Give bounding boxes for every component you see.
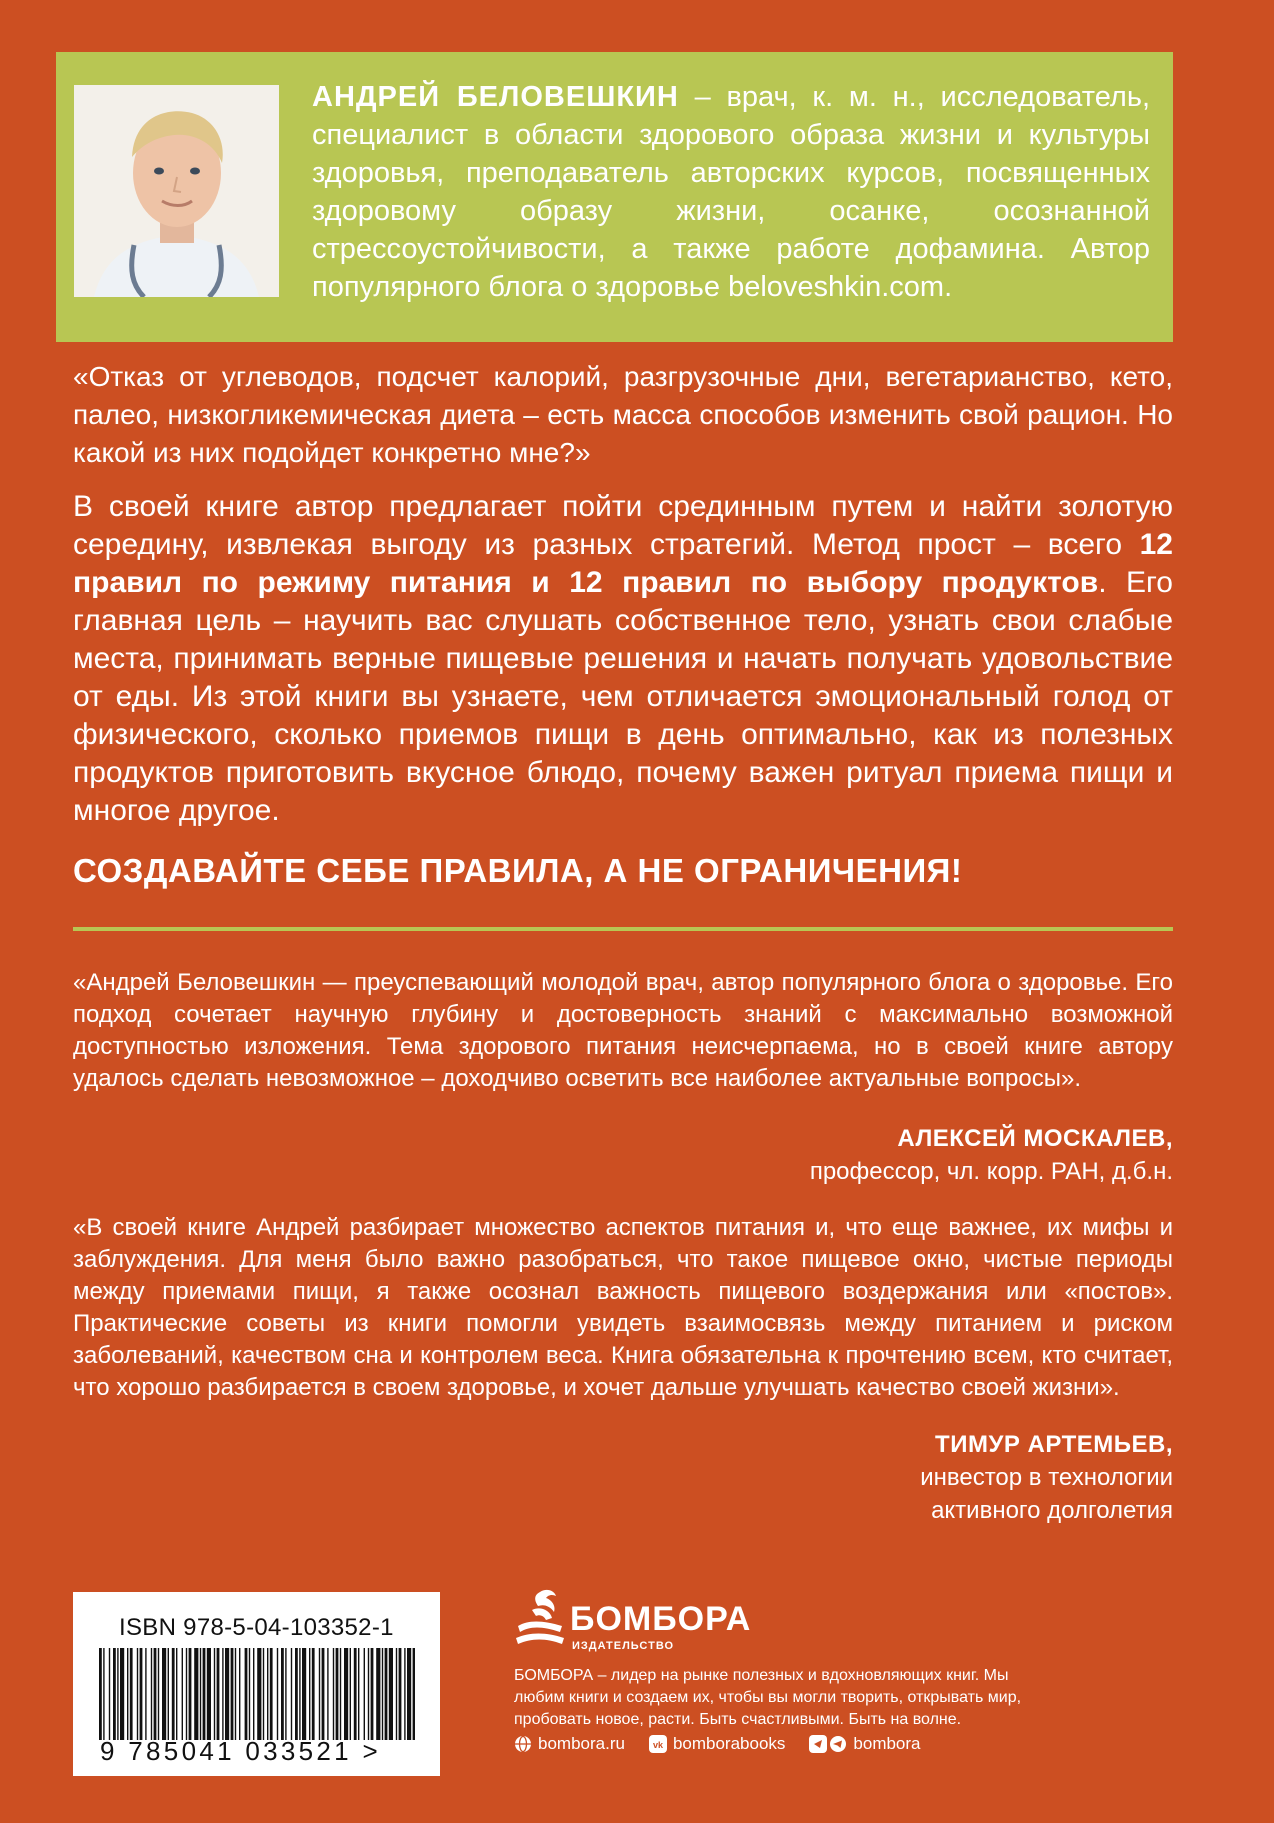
barcode-bar xyxy=(350,1648,351,1740)
isbn-label: ISBN 978-5-04-103352-1 xyxy=(119,1614,394,1641)
author-name: АНДРЕЙ БЕЛОВЕШКИН xyxy=(312,81,679,113)
author-bio xyxy=(312,78,1150,306)
barcode-bar xyxy=(319,1648,320,1740)
barcode-bar xyxy=(368,1648,369,1740)
barcode-bar xyxy=(239,1648,240,1740)
barcode-bar xyxy=(382,1648,383,1740)
barcode-bar xyxy=(285,1648,286,1740)
isbn-barcode-box xyxy=(73,1592,440,1776)
divider xyxy=(73,927,1173,931)
telegram-icon xyxy=(809,1735,847,1753)
barcode-bar xyxy=(257,1648,261,1740)
social-link-vk[interactable] xyxy=(649,1734,785,1754)
reviewer-role: профессор, чл. корр. РАН, д.б.н. xyxy=(809,1158,1173,1185)
reviewer-name: ТИМУР АРТЕМЬЕВ, xyxy=(935,1431,1173,1458)
barcode-bar xyxy=(113,1648,116,1740)
barcode-bar xyxy=(203,1648,206,1740)
barcode-bar xyxy=(389,1648,393,1740)
svg-text:vk: vk xyxy=(652,1740,663,1750)
barcode-bar xyxy=(99,1648,102,1740)
barcode-bar xyxy=(358,1648,359,1740)
bombora-logo-icon xyxy=(512,1586,568,1646)
barcode-bar xyxy=(162,1648,166,1740)
barcode-bar xyxy=(376,1648,380,1740)
barcode-bar xyxy=(396,1648,397,1740)
barcode-bar xyxy=(231,1648,234,1740)
barcode-bar xyxy=(312,1648,315,1740)
barcode-bar xyxy=(327,1648,328,1740)
barcode-bar xyxy=(172,1648,175,1740)
barcode-bar xyxy=(309,1648,310,1740)
barcode-bar xyxy=(267,1648,268,1740)
author-info-box xyxy=(56,52,1173,342)
barcode-bar xyxy=(407,1648,411,1740)
review-text: «Андрей Беловешкин — преуспевающий молодой врач, автор популярного блога о здоровье. Его подход сочетает научную глубину и достоверность знаний с максимально возможной доступностью изложения. Тема здорового питания неисчерпаема, но в своей книге автору удалось сделать невозможное – доходчиво осветить все наиболее актуальные вопросы». xyxy=(73,969,1173,1092)
barcode-bar xyxy=(340,1648,341,1740)
barcode-bar xyxy=(277,1648,278,1740)
barcode-bar xyxy=(299,1648,300,1740)
author-photo xyxy=(74,85,279,297)
reviewer-name: АЛЕКСЕЙ МОСКАЛЕВ, xyxy=(897,1125,1173,1152)
publisher-description: БОМБОРА – лидер на рынке полезных и вдохновляющих книг. Мы любим книги и создаем их, чтобы вы могли творить, открывать мир, пробовать новое, расти. Быть счастливыми. Быть на волне. xyxy=(514,1667,1022,1728)
barcode-bar xyxy=(186,1648,187,1740)
barcode-bar xyxy=(354,1648,357,1740)
barcode-bar xyxy=(207,1648,211,1740)
barcode-bar xyxy=(302,1648,306,1740)
description-part1: В своей книге автор предлагает пойти срединным путем и найти золотую середину, извлекая выгоду из разных стратегий. Метод прост – всего xyxy=(73,490,1173,561)
barcode-bar xyxy=(385,1648,388,1740)
barcode-bar xyxy=(222,1648,223,1740)
barcode-bar xyxy=(333,1648,334,1740)
barcode-bar xyxy=(194,1648,198,1740)
barcode-bar xyxy=(253,1648,254,1740)
reviewer-role: инвестор в технологии xyxy=(920,1464,1173,1491)
intro-quote: «Отказ от углеводов, подсчет калорий, разгрузочные дни, вегетарианство, кето, палео, низкогликемическая диета – есть масса способов изменить свой рацион. Но какой из них подойдет конкретно мне?» xyxy=(73,361,1173,468)
barcode-bar xyxy=(109,1648,110,1740)
barcode-bar xyxy=(344,1648,348,1740)
social-label: bomborabooks xyxy=(672,1734,786,1753)
barcode-bar xyxy=(281,1648,284,1740)
barcode-bar xyxy=(182,1648,183,1740)
barcode-bar xyxy=(130,1648,133,1740)
barcode-bar xyxy=(399,1648,402,1740)
social-links xyxy=(514,1734,945,1754)
barcode-bar xyxy=(322,1648,325,1740)
barcode-bar xyxy=(120,1648,124,1740)
barcode-bar xyxy=(295,1648,298,1740)
vk-icon xyxy=(649,1735,667,1753)
review-signature xyxy=(920,1428,1173,1527)
author-bio-text: – врач, к. м. н., исследователь, специалист в области здорового образа жизни и культуры здоровья, преподаватель авторских курсов, посвященных здоровому образу жизни, осанке, осознанной стрессоустойчивости, а также работе дофамина. Автор популярного блога о здоровье beloveshkin.com. xyxy=(312,81,1150,303)
publisher-name: БОМБОРА xyxy=(570,1600,752,1638)
globe-icon xyxy=(514,1735,532,1753)
barcode-bar xyxy=(158,1648,159,1740)
publisher-subtitle: ИЗДАТЕЛЬСТВО xyxy=(572,1640,675,1652)
barcode-bar xyxy=(168,1648,169,1740)
barcode-bar xyxy=(214,1648,215,1740)
barcode-bar xyxy=(103,1648,104,1740)
slogan: СОЗДАВАЙТЕ СЕБЕ ПРАВИЛА, А НЕ ОГРАНИЧЕНИЯ! xyxy=(73,852,963,889)
barcode-bar xyxy=(404,1648,405,1740)
barcode-bar xyxy=(154,1648,157,1740)
reviewer-role-line2: активного долголетия xyxy=(931,1497,1173,1524)
social-link-telegram[interactable] xyxy=(809,1734,920,1754)
description-part2: . Его главная цель – научить вас слушать собственное тело, узнать свои слабые места, принимать верные пищевые решения и начать получать удовольствие от еды. Из этой книги вы узнаете, чем отличается эмоциональный голод от физического, сколько приемов пищи в день оптимально, как из полезных продуктов приготовить вкусное блюдо, почему важен ритуал приема пищи и многое другое. xyxy=(73,566,1173,827)
barcode-bar xyxy=(235,1648,236,1740)
barcode-bar xyxy=(145,1648,146,1740)
social-label: bombora xyxy=(853,1734,921,1753)
barcode xyxy=(99,1648,415,1740)
barcode-bar xyxy=(217,1648,220,1740)
barcode-bar xyxy=(176,1648,177,1740)
barcode-bar xyxy=(413,1648,415,1740)
barcode-bar xyxy=(151,1648,152,1740)
barcode-bar xyxy=(364,1648,365,1740)
barcode-bar xyxy=(249,1648,250,1740)
review-signature xyxy=(810,1122,1173,1188)
book-description xyxy=(73,488,1173,830)
isbn-digits: 9 785041 033521 > xyxy=(100,1736,381,1766)
barcode-bar xyxy=(200,1648,201,1740)
barcode-bar xyxy=(225,1648,229,1740)
barcode-bar xyxy=(336,1648,339,1740)
social-link-website[interactable] xyxy=(514,1734,625,1754)
barcode-bar xyxy=(137,1648,138,1740)
barcode-bar xyxy=(270,1648,273,1740)
barcode-bar xyxy=(245,1648,248,1740)
barcode-bar xyxy=(189,1648,192,1740)
barcode-bar xyxy=(127,1648,128,1740)
barcode-bar xyxy=(140,1648,143,1740)
barcode-bar xyxy=(263,1648,264,1740)
barcode-bar xyxy=(117,1648,118,1740)
barcode-bar xyxy=(371,1648,374,1740)
description-highlight: 12 правил по режиму питания и 12 правил по выбору продуктов xyxy=(73,528,1173,599)
barcode-bar xyxy=(291,1648,292,1740)
review-text: «В своей книге Андрей разбирает множество аспектов питания и, что еще важнее, их мифы и заблуждения. Для меня было важно разобраться, что такое пищевое окно, чистые периоды между приемами пищи, я также осознал важность пищевого воздержания или «постов». Практические советы из книги помогли увидеть взаимосвязь между питанием и риском заболеваний, качеством сна и контролем веса. Книга обязательна к прочтению всем, кто считает, что хорошо разбирается в своем здоровье, и хочет дальше улучшать качество своей жизни». xyxy=(73,1214,1173,1401)
social-label: bombora.ru xyxy=(538,1734,625,1753)
